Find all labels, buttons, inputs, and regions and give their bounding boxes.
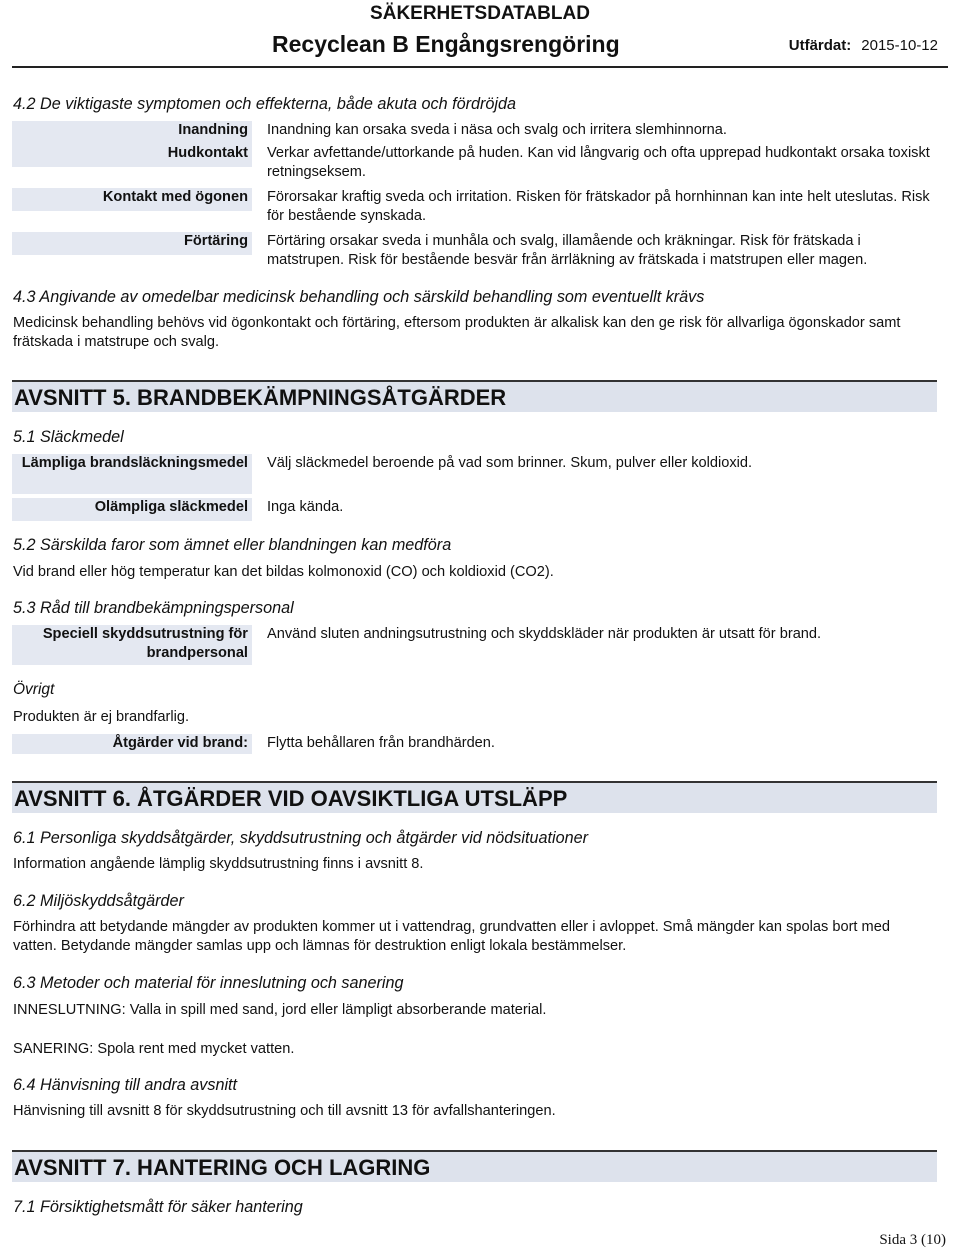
section-4-3-title: 4.3 Angivande av omedelbar medicinsk behandling och särskild behandling som eventuellt krävs [13,288,705,306]
row-label: Speciell skyddsutrustning för brandpersonal [12,625,252,665]
row-label: Olämpliga släckmedel [12,498,252,521]
symptoms-table [12,121,937,276]
section-4-3-text: Medicinsk behandling behövs vid ögonkontakt och förtäring, eftersom produkten är alkalisk kan den ge risk för allvarliga ögonskador samt frätskada i matstrupe och svalg. [13,315,901,350]
section-6-3-text-cleanup: SANERING: Spola rent med mycket vatten. [13,1041,295,1057]
header-divider [12,66,948,68]
firefighter-table [12,625,937,665]
extinguishing-table [12,454,937,522]
section-7-1-title: 7.1 Försiktighetsmått för säker hantering [13,1198,303,1216]
row-value: Förtäring orsakar sveda i munhåla och svalg, illamående och kräkningar. Risk för frätskada i matstrupen. Risk för bestående besvär från ärrläkning av frätskada i matstrupen eller magen. [267,233,868,268]
ovrigt-text: Produkten är ej brandfarlig. [13,709,190,725]
issued-date [789,36,938,56]
firefighter-row-equipment [12,625,937,665]
row-label: Hudkontakt [12,144,252,167]
section-6-3-title: 6.3 Metoder och material för inneslutning och sanering [13,974,404,992]
section-6-4-title: 6.4 Hänvisning till andra avsnitt [13,1076,238,1094]
row-label: Åtgärder vid brand: [12,734,252,754]
section-5-2-text: Vid brand eller hög temperatur kan det bildas kolmonoxid (CO) och koldioxid (CO2). [13,564,554,580]
fire-action-table [12,734,937,756]
section-5-2-title: 5.2 Särskilda faror som ämnet eller blandningen kan medföra [13,536,452,554]
row-value: Använd sluten andningsutrustning och skyddskläder när produkten är utsatt för brand. [267,626,822,642]
section-6-2-title: 6.2 Miljöskyddsåtgärder [13,892,184,910]
symptom-row-skin [12,144,937,188]
section-4-2-title: 4.2 De viktigaste symptomen och effekterna, både akuta och fördröjda [13,95,516,113]
row-value: Förorsakar kraftig sveda och irritation. Risken för frätskador på hornhinnan kan inte helt uteslutas. Risk för bestående synskada. [267,189,930,224]
section-6-1-text: Information angående lämplig skyddsutrustning finns i avsnitt 8. [13,856,424,872]
row-label: Förtäring [12,232,252,255]
symptom-row-eyes [12,188,937,232]
section-5-3-title: 5.3 Råd till brandbekämpningspersonal [13,599,294,617]
issued-value: 2015-10-12 [861,37,938,54]
symptom-row-ingestion [12,232,937,276]
section-6-3-text-containment: INNESLUTNING: Valla in spill med sand, jord eller lämpligt absorberande material. [13,1002,547,1018]
row-value: Välj släckmedel beroende på vad som brinner. Skum, pulver eller koldioxid. [267,455,753,471]
extinguishing-row-suitable [12,454,937,498]
row-label: Inandning [12,121,252,144]
product-name: Recyclean B Engångsrengöring [272,31,620,57]
section-7-heading: AVSNITT 7. HANTERING OCH LAGRING [12,1150,937,1182]
document-type-title: SÄKERHETSDATABLAD [370,3,590,24]
row-label: Kontakt med ögonen [12,188,252,211]
row-value: Inga kända. [267,499,344,515]
page-number: Sida 3 (10) [879,1232,946,1248]
row-value: Inandning kan orsaka sveda i näsa och svalg och irritera slemhinnorna. [267,122,727,138]
row-value: Flytta behållaren från brandhärden. [267,735,495,751]
section-6-2-text: Förhindra att betydande mängder av produkten kommer ut i vattendrag, grundvatten eller i avloppet. Små mängder kan spolas bort med vatten. Betydande mängder samlas upp och lämnas för destruktion enligt lokala bestämmelser. [13,919,890,954]
extinguishing-row-unsuitable [12,498,937,522]
section-6-1-title: 6.1 Personliga skyddsåtgärder, skyddsutrustning och åtgärder vid nödsituationer [13,829,588,847]
issued-label: Utfärdat: [788,37,852,54]
symptom-row-inhalation [12,121,937,144]
section-5-heading: AVSNITT 5. BRANDBEKÄMPNINGSÅTGÄRDER [12,380,937,412]
section-6-heading: AVSNITT 6. ÅTGÄRDER VID OAVSIKTLIGA UTSLÄPP [12,781,937,813]
section-5-1-title: 5.1 Släckmedel [13,428,124,446]
fire-action-row [12,734,937,756]
row-label: Lämpliga brandsläckningsmedel [12,454,252,494]
section-6-4-text: Hänvisning till avsnitt 8 för skyddsutrustning och till avsnitt 13 för avfallshanteringen. [13,1103,556,1119]
row-value: Verkar avfettande/uttorkande på huden. Kan vid långvarig och ofta upprepad hudkontakt orsaka toxiskt retningseksem. [267,145,930,180]
ovrigt-title: Övrigt [13,681,55,698]
